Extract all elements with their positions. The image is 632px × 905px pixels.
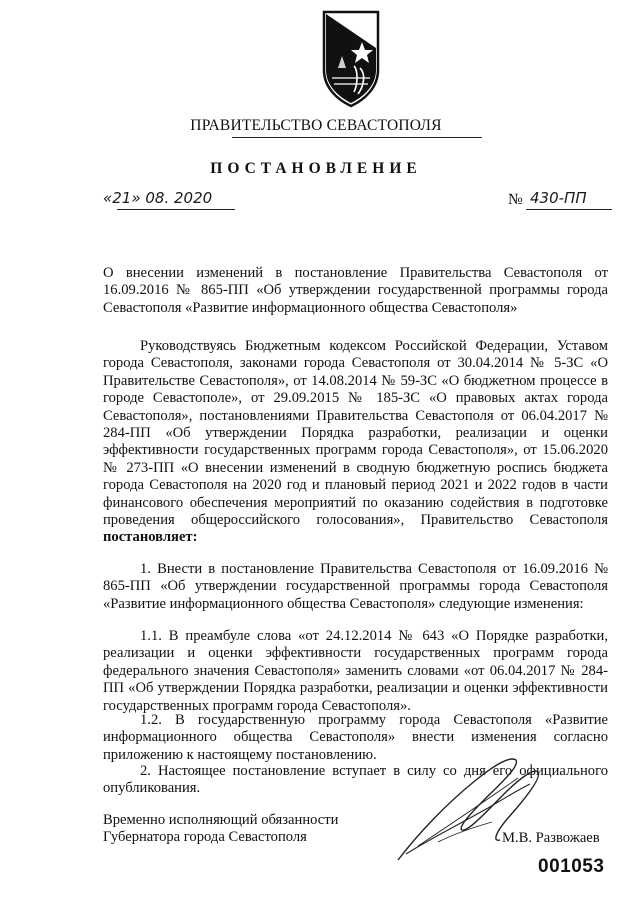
document-date xyxy=(103,189,235,211)
serial-number: 001053 xyxy=(538,856,605,877)
organization-underline xyxy=(232,137,482,138)
coat-of-arms-icon xyxy=(318,8,384,108)
legal-basis-text: Руководствуясь Бюджетным кодексом Российской Федерации, Уставом города Севастополя, законами города Севастополя от 30.04.2014 № 5-ЗС «О Правительстве Севастополя», от 14.08.2014 № 59-ЗС «О бюджетном процессе в городе Севастополе», от 29.09.2015 № 185-ЗС «О правовых актах города Севастополя», постановлениями Правительства Севастополя от 06.04.2017 № 284-ПП «Об утверждении Порядка разработки, реализации и оценки эффективности государственных программ города Севастополя», от 15.06.2020 № 273-ПП «О внесении изменений в сводную бюджетную роспись бюджета города Севастополя на 2020 год и плановый период 2021 и 2022 годов в части финансового обеспечения мероприятий по оказанию содействия в подготовке проведения общероссийского голосования», Правительство Севастополя xyxy=(103,338,608,529)
document-date-value: «21» 08. 2020 xyxy=(103,189,213,207)
decree-word: постановляет: xyxy=(103,529,198,546)
clause-1-2: 1.2. В государственную программу города Севастополя «Развитие информационного общества Севастополя» внести изменения согласно приложению к настоящему постановлению. xyxy=(103,712,608,763)
organization-name: ПРАВИТЕЛЬСТВО СЕВАСТОПОЛЯ xyxy=(190,117,442,134)
clause-1-1: 1.1. В преамбуле слова «от 24.12.2014 № 643 «О Порядке разработки, реализации и оценки эффективности государственных программ города федерального значения Севастополя» заменить словами «от 06.04.2017 № 284-ПП «Об утверждении Порядка разработки, реализации и оценки эффективности государственных программ города Севастополя». xyxy=(103,628,608,714)
number-underline xyxy=(526,209,612,210)
document-number xyxy=(508,189,612,211)
legal-basis-paragraph xyxy=(103,338,608,547)
signatory-name: М.В. Развожаев xyxy=(502,830,600,846)
document-type-title: ПОСТАНОВЛЕНИЕ xyxy=(210,160,422,177)
clause-1: 1. Внести в постановление Правительства Севастополя от 16.09.2016 № 865-ПП «Об утверждении государственной программы города Севастополя «Развитие информационного общества Севастополя» следующие изменения: xyxy=(103,561,608,612)
document-subject: О внесении изменений в постановление Правительства Севастополя от 16.09.2016 № 865-ПП «Об утверждении государственной программы города Севастополя «Развитие информационного общества Севастополя» xyxy=(103,265,608,316)
signatory-title: Временно исполняющий обязанности Губернатора города Севастополя xyxy=(103,812,339,846)
document-number-value: 430-ПП xyxy=(530,189,587,207)
handwritten-signature xyxy=(388,742,548,870)
clause-2: 2. Настоящее постановление вступает в силу со дня его официального опубликования. xyxy=(103,763,608,797)
number-symbol: № xyxy=(508,191,523,208)
date-underline xyxy=(117,209,235,210)
